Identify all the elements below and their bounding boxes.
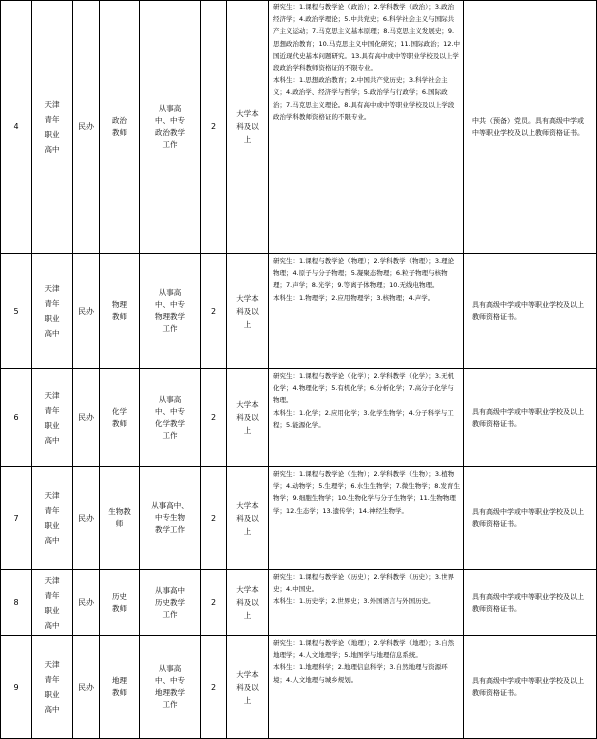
major-requirement [269, 369, 464, 466]
row-number: 9 [0, 636, 32, 738]
row-number: 4 [0, 0, 32, 253]
row-number: 5 [0, 254, 32, 368]
education-requirement: 大学本 科及以 上 [227, 0, 269, 253]
job-duty: 从事高中、 中专生物 教学工作 [140, 467, 201, 569]
table-row [0, 467, 597, 570]
table-row [0, 570, 597, 636]
education-requirement: 大学本 科及以 上 [227, 369, 269, 466]
position-name: 化学 教师 [100, 369, 140, 466]
undergraduate-majors: 本科生：1.地理科学；2.地理信息科学；3.自然地理与资源环境；4.人文地理与城乡规划。 [273, 663, 448, 684]
table-row [0, 369, 597, 467]
graduate-majors: 研究生：1.课程与教学论（化学）；2.学科教学（化学）；3.无机化学；4.物理化学；5.有机化学；6.分析化学；7.高分子化学与物理。 [273, 372, 455, 405]
job-duty: 从事高 中、中专 物理教学 工作 [140, 254, 201, 368]
major-requirement [269, 0, 464, 253]
major-requirement [269, 570, 464, 635]
graduate-majors: 研究生：1.课程与教学论（物理）；2.学科教学（物理）；3.理论物理；4.原子与分子物理；5.凝聚态物理；6.粒子物理与核物理；7.声学；8.光学；9.等离子体物理；10.无线电物理。 [273, 257, 455, 290]
education-requirement: 大学本 科及以 上 [227, 636, 269, 738]
education-requirement: 大学本 科及以 上 [227, 467, 269, 569]
hiring-count: 2 [201, 636, 227, 738]
employer-name: 天津 青年 职业 高中 [32, 369, 73, 466]
position-name: 地理 教师 [100, 636, 140, 738]
position-name: 生物教 师 [100, 467, 140, 569]
other-requirements: 具有高级中学或中等职业学校及以上教师资格证书。 [464, 570, 597, 635]
other-requirements: 具有高级中学或中等职业学校及以上教师资格证书。 [464, 467, 597, 569]
hiring-count: 2 [201, 369, 227, 466]
education-requirement: 大学本 科及以 上 [227, 570, 269, 635]
undergraduate-majors: 本科生：1.历史学；2.世界史；3.外国语言与外国历史。 [273, 597, 435, 606]
graduate-majors: 研究生：1.课程与教学论（历史）；2.学科教学（历史）；3.世界史；4.中国史。 [273, 573, 455, 594]
school-type: 民办 [73, 0, 100, 253]
employer-name: 天津 青年 职业 高中 [32, 467, 73, 569]
hiring-count: 2 [201, 570, 227, 635]
other-requirements: 中共（预备）党员。具有高级中学或中等职业学校及以上教师资格证书。 [464, 0, 597, 253]
position-name: 政治 教师 [100, 0, 140, 253]
job-duty: 从事高 中、中专 政治教学 工作 [140, 0, 201, 253]
employer-name: 天津 青年 职业 高中 [32, 254, 73, 368]
hiring-count: 2 [201, 254, 227, 368]
undergraduate-majors: 本科生：1.物理学；2.应用物理学；3.核物理；4.声学。 [273, 293, 435, 302]
graduate-majors: 研究生：1.课程与教学论（政治）；2.学科教学（政治）；3.政治经济学；4.政治学理论；5.中共党史；6.科学社会主义与国际共产主义运动；7.马克思主义基本原理；8.马克思主义发展史；9.思想政治教育；10.马克思主义中国化研究；11.国际政治；12.中国近现代史基本问题研究。13.具有高中或中等职业学校及以上学段政治学科教师资格证的不限专业。 [273, 3, 461, 73]
major-requirement [269, 254, 464, 368]
school-type: 民办 [73, 467, 100, 569]
school-type: 民办 [73, 369, 100, 466]
school-type: 民办 [73, 254, 100, 368]
school-type: 民办 [73, 570, 100, 635]
other-requirements: 具有高级中学或中等职业学校及以上教师资格证书。 [464, 254, 597, 368]
table-row [0, 0, 597, 254]
job-duty: 从事高中 历史教学 工作 [140, 570, 201, 635]
major-requirement [269, 636, 464, 738]
other-requirements: 具有高级中学或中等职业学校及以上教师资格证书。 [464, 636, 597, 738]
major-requirement [269, 467, 464, 569]
table-row [0, 636, 597, 739]
position-name: 历史 教师 [100, 570, 140, 635]
graduate-majors: 研究生：1.课程与教学论（生物）；2.学科教学（生物）；3.植物学；4.动物学；5.生理学；6.水生生物学；7.微生物学；8.发育生物学；9.细胞生物学；10.生物化学与分子生物学；11.生物物理学；12.生态学；13.遗传学；14.神经生物学。 [273, 470, 461, 515]
education-requirement: 大学本 科及以 上 [227, 254, 269, 368]
graduate-majors: 研究生：1.课程与教学论（地理）；2.学科教学（地理）；3.自然地理学；4.人文地理学；5.地图学与地理信息系统。 [273, 639, 455, 660]
employer-name: 天津 青年 职业 高中 [32, 0, 73, 253]
hiring-count: 2 [201, 0, 227, 253]
hiring-count: 2 [201, 467, 227, 569]
position-name: 物理 教师 [100, 254, 140, 368]
table-row [0, 254, 597, 369]
row-number: 8 [0, 570, 32, 635]
undergraduate-majors: 本科生：1.思想政治教育；2.中国共产党历史；3.科学社会主义；4.政治学、经济学与哲学；5.政治学与行政学；6.国际政治；7.马克思主义理论。8.具有高中或中等职业学校及以上学段政治学科教师资格证的不限专业。 [273, 76, 455, 121]
undergraduate-majors: 本科生：1.化学；2.应用化学；3.化学生物学；4.分子科学与工程；5.能源化学。 [273, 408, 454, 429]
employer-name: 天津 青年 职业 高中 [32, 570, 73, 635]
other-requirements: 具有高级中学或中等职业学校及以上教师资格证书。 [464, 369, 597, 466]
school-type: 民办 [73, 636, 100, 738]
row-number: 6 [0, 369, 32, 466]
row-number: 7 [0, 467, 32, 569]
job-duty: 从事高 中、中专 地理教学 工作 [140, 636, 201, 738]
job-duty: 从事高 中、中专 化学教学 工作 [140, 369, 201, 466]
employer-name: 天津 青年 职业 高中 [32, 636, 73, 738]
